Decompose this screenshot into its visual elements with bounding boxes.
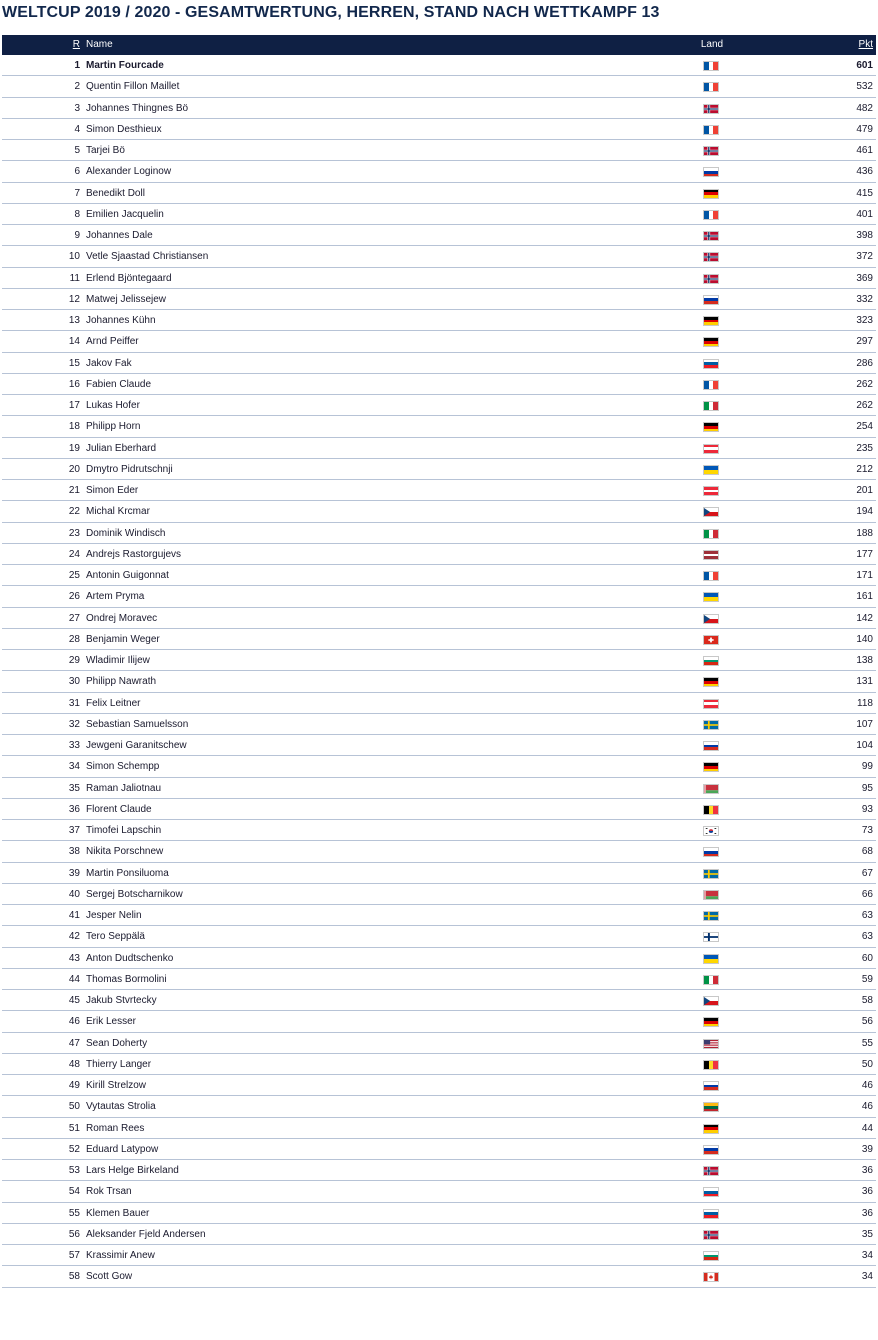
be-flag-icon <box>703 1060 719 1070</box>
table-row <box>2 119 876 140</box>
ca-flag-icon <box>703 1272 719 1282</box>
points-cell: 177 <box>856 548 873 560</box>
de-flag-icon <box>703 1017 719 1027</box>
athlete-name: Benedikt Doll <box>86 187 145 199</box>
de-flag-icon <box>703 337 719 347</box>
table-row <box>2 714 876 735</box>
athlete-name: Nikita Porschnew <box>86 846 164 858</box>
athlete-name: Simon Schempp <box>86 761 160 773</box>
by-flag-icon <box>703 890 719 900</box>
bg-flag-icon <box>703 1251 719 1261</box>
table-row <box>2 1139 876 1160</box>
points-cell: 194 <box>856 506 873 518</box>
rank-cell: 38 <box>68 846 80 858</box>
athlete-name: Wladimir Ilijew <box>86 655 150 666</box>
points-cell: 99 <box>861 761 873 773</box>
athlete-name: Sergej Botscharnikow <box>86 888 183 900</box>
lv-flag-icon <box>703 550 719 560</box>
no-flag-icon <box>703 1230 719 1240</box>
points-cell: 60 <box>861 952 873 964</box>
points-cell: 39 <box>861 1143 873 1155</box>
no-flag-icon <box>703 1166 719 1176</box>
de-flag-icon <box>703 422 719 432</box>
si-flag-icon <box>703 1209 719 1219</box>
points-cell: 63 <box>861 931 873 943</box>
table-row <box>2 990 876 1011</box>
table-row <box>2 841 876 862</box>
rank-cell: 54 <box>68 1186 80 1198</box>
rank-cell: 32 <box>68 718 80 730</box>
rank-cell: 6 <box>74 166 80 178</box>
table-row <box>2 395 876 416</box>
table-row <box>2 948 876 969</box>
table-row <box>2 480 876 501</box>
table-row <box>2 586 876 607</box>
table-row <box>2 204 876 225</box>
rank-cell: 25 <box>68 570 80 581</box>
athlete-name: Anton Dudtschenko <box>86 952 174 964</box>
rank-cell: 33 <box>68 740 80 751</box>
ru-flag-icon <box>703 741 719 751</box>
rank-cell: 46 <box>68 1016 80 1028</box>
table-row <box>2 565 876 586</box>
lt-flag-icon <box>703 1102 719 1112</box>
rank-cell: 48 <box>68 1058 80 1070</box>
table-row <box>2 1266 876 1287</box>
points-cell: 415 <box>856 187 873 199</box>
points-cell: 34 <box>861 1271 873 1283</box>
points-cell: 262 <box>856 378 873 390</box>
points-cell: 68 <box>861 846 873 858</box>
no-flag-icon <box>703 104 719 114</box>
table-row <box>2 905 876 926</box>
athlete-name: Simon Eder <box>86 485 139 496</box>
points-cell: 44 <box>861 1122 873 1134</box>
rank-cell: 58 <box>68 1271 80 1283</box>
athlete-name: Andrejs Rastorgujevs <box>86 548 182 560</box>
points-cell: 201 <box>856 485 873 496</box>
rank-cell: 44 <box>68 973 80 985</box>
rank-cell: 41 <box>68 910 80 921</box>
rank-cell: 39 <box>68 867 80 879</box>
points-cell: 66 <box>861 888 873 900</box>
points-cell: 107 <box>856 718 873 730</box>
athlete-name: Tarjei Bö <box>86 145 125 156</box>
si-flag-icon <box>703 1187 719 1197</box>
points-cell: 332 <box>856 293 873 305</box>
athlete-name: Artem Pryma <box>86 591 145 603</box>
athlete-name: Jesper Nelin <box>86 910 142 921</box>
it-flag-icon <box>703 529 719 539</box>
rank-cell: 53 <box>68 1165 80 1176</box>
athlete-name: Eduard Latypow <box>86 1143 159 1155</box>
points-cell: 95 <box>861 782 873 794</box>
table-row <box>2 693 876 714</box>
points-cell: 36 <box>861 1186 873 1198</box>
athlete-name: Erlend Bjöntegaard <box>86 272 172 284</box>
rank-cell: 2 <box>74 81 80 93</box>
athlete-name: Martin Fourcade <box>86 60 164 71</box>
country-column-header: Land <box>700 39 724 50</box>
table-row <box>2 1203 876 1224</box>
athlete-name: Lars Helge Birkeland <box>86 1165 179 1176</box>
it-flag-icon <box>703 401 719 411</box>
ru-flag-icon <box>703 295 719 305</box>
points-cell: 212 <box>856 463 873 475</box>
fr-flag-icon <box>703 571 719 581</box>
points-cell: 118 <box>857 697 873 709</box>
ru-flag-icon <box>703 167 719 177</box>
points-cell: 188 <box>856 527 873 539</box>
athlete-name: Klemen Bauer <box>86 1207 150 1219</box>
rank-cell: 20 <box>68 463 80 475</box>
table-row <box>2 1054 876 1075</box>
points-cell: 235 <box>856 442 873 454</box>
rank-cell: 37 <box>68 825 80 836</box>
at-flag-icon <box>703 699 719 709</box>
table-row <box>2 608 876 629</box>
cz-flag-icon <box>703 614 719 624</box>
fr-flag-icon <box>703 82 719 92</box>
points-cell: 55 <box>861 1037 873 1049</box>
points-cell: 138 <box>856 655 873 666</box>
rank-cell: 52 <box>68 1143 80 1155</box>
fr-flag-icon <box>703 125 719 135</box>
athlete-name: Rok Trsan <box>86 1186 132 1198</box>
rank-cell: 42 <box>68 931 80 943</box>
rank-cell: 57 <box>68 1250 80 1261</box>
athlete-name: Julian Eberhard <box>86 442 157 454</box>
athlete-name: Erik Lesser <box>86 1016 137 1028</box>
table-row <box>2 76 876 97</box>
athlete-name: Aleksander Fjeld Andersen <box>86 1228 206 1240</box>
table-row <box>2 353 876 374</box>
table-row <box>2 416 876 437</box>
se-flag-icon <box>703 869 719 879</box>
athlete-name: Arnd Peiffer <box>86 336 139 348</box>
table-row <box>2 1011 876 1032</box>
table-row <box>2 55 876 76</box>
no-flag-icon <box>703 252 719 262</box>
points-cell: 104 <box>856 740 873 751</box>
athlete-name: Ondrej Moravec <box>86 612 158 624</box>
at-flag-icon <box>703 444 719 454</box>
table-row <box>2 501 876 522</box>
table-row <box>2 246 876 267</box>
rank-cell: 34 <box>68 761 80 773</box>
points-cell: 50 <box>861 1058 873 1070</box>
cz-flag-icon <box>703 996 719 1006</box>
table-row <box>2 756 876 777</box>
rank-cell: 30 <box>68 676 80 688</box>
no-flag-icon <box>703 274 719 284</box>
at-flag-icon <box>703 486 719 496</box>
athlete-name: Felix Leitner <box>86 697 141 709</box>
points-cell: 532 <box>856 81 873 93</box>
athlete-name: Jakub Stvrtecky <box>86 995 157 1006</box>
athlete-name: Dmytro Pidrutschnji <box>86 463 173 475</box>
rank-cell: 8 <box>74 208 80 220</box>
points-cell: 398 <box>856 230 873 241</box>
ru-flag-icon <box>703 1081 719 1091</box>
points-cell: 254 <box>856 421 873 433</box>
ch-flag-icon <box>703 635 719 645</box>
table-row <box>2 98 876 119</box>
athlete-name: Johannes Kühn <box>86 315 156 326</box>
rank-cell: 56 <box>68 1228 80 1240</box>
athlete-name: Emilien Jacquelin <box>86 208 164 220</box>
athlete-name: Philipp Horn <box>86 421 141 433</box>
rank-cell: 9 <box>74 230 80 241</box>
athlete-name: Matwej Jelissejew <box>86 293 167 305</box>
table-row <box>2 310 876 331</box>
points-column-header[interactable]: Pkt <box>858 39 873 50</box>
rank-cell: 26 <box>68 591 80 603</box>
table-row <box>2 735 876 756</box>
rank-cell: 23 <box>68 527 80 539</box>
rank-cell: 4 <box>74 123 80 135</box>
athlete-name: Martin Ponsiluoma <box>86 867 169 879</box>
rank-cell: 29 <box>68 655 80 666</box>
rank-cell: 21 <box>68 485 80 496</box>
table-row <box>2 1160 876 1181</box>
rank-cell: 50 <box>68 1101 80 1113</box>
points-cell: 436 <box>856 166 873 178</box>
table-row <box>2 225 876 246</box>
points-cell: 56 <box>861 1016 873 1028</box>
ua-flag-icon <box>703 465 719 475</box>
athlete-name: Roman Rees <box>86 1122 145 1134</box>
no-flag-icon <box>703 231 719 241</box>
rank-cell: 45 <box>68 995 80 1006</box>
points-cell: 93 <box>861 803 873 815</box>
table-row <box>2 140 876 161</box>
se-flag-icon <box>703 911 719 921</box>
rank-cell: 12 <box>68 293 80 305</box>
points-cell: 142 <box>856 612 873 624</box>
rank-cell: 22 <box>68 506 80 518</box>
points-cell: 35 <box>861 1228 873 1240</box>
ru-flag-icon <box>703 1145 719 1155</box>
points-cell: 171 <box>856 570 873 581</box>
by-flag-icon <box>703 784 719 794</box>
athlete-name: Thomas Bormolini <box>86 973 167 985</box>
fr-flag-icon <box>703 380 719 390</box>
points-cell: 369 <box>856 272 873 284</box>
points-cell: 479 <box>856 123 873 135</box>
athlete-name: Fabien Claude <box>86 378 152 390</box>
be-flag-icon <box>703 805 719 815</box>
table-row <box>2 1224 876 1245</box>
rank-cell: 24 <box>68 548 80 560</box>
it-flag-icon <box>703 975 719 985</box>
cz-flag-icon <box>703 507 719 517</box>
rank-cell: 31 <box>68 697 80 709</box>
table-header <box>2 35 876 55</box>
si-flag-icon <box>703 359 719 369</box>
athlete-name: Benjamin Weger <box>86 633 160 645</box>
rank-cell: 16 <box>68 378 80 390</box>
table-row <box>2 544 876 565</box>
athlete-name: Timofei Lapschin <box>86 825 162 836</box>
de-flag-icon <box>703 677 719 687</box>
table-row <box>2 374 876 395</box>
rank-cell: 19 <box>68 442 80 454</box>
se-flag-icon <box>703 720 719 730</box>
standings-table <box>2 55 876 1288</box>
table-row <box>2 161 876 182</box>
rank-cell: 18 <box>68 421 80 433</box>
points-cell: 461 <box>856 145 873 156</box>
table-row <box>2 820 876 841</box>
rank-cell: 35 <box>68 782 80 794</box>
table-row <box>2 1118 876 1139</box>
table-row <box>2 1181 876 1202</box>
athlete-name: Jewgeni Garanitschew <box>86 740 187 751</box>
points-cell: 131 <box>856 676 873 688</box>
points-cell: 36 <box>861 1207 873 1219</box>
fr-flag-icon <box>703 210 719 220</box>
table-row <box>2 289 876 310</box>
no-flag-icon <box>703 146 719 156</box>
table-row <box>2 671 876 692</box>
rank-cell: 5 <box>74 145 80 156</box>
rank-column-header[interactable]: R <box>72 39 80 50</box>
points-cell: 401 <box>856 208 873 220</box>
bg-flag-icon <box>703 656 719 666</box>
athlete-name: Vytautas Strolia <box>86 1101 156 1113</box>
rank-cell: 17 <box>68 400 80 411</box>
table-row <box>2 331 876 352</box>
rank-cell: 13 <box>68 315 80 326</box>
points-cell: 46 <box>861 1101 873 1113</box>
table-row <box>2 650 876 671</box>
athlete-name: Krassimir Anew <box>86 1250 155 1261</box>
table-row <box>2 1033 876 1054</box>
ua-flag-icon <box>703 954 719 964</box>
athlete-name: Jakov Fak <box>86 357 132 369</box>
athlete-name: Vetle Sjaastad Christiansen <box>86 251 209 263</box>
ru-flag-icon <box>703 847 719 857</box>
rank-cell: 7 <box>74 187 80 199</box>
points-cell: 63 <box>861 910 873 921</box>
table-row <box>2 629 876 650</box>
table-row <box>2 523 876 544</box>
rank-cell: 1 <box>74 60 80 71</box>
athlete-name: Tero Seppälä <box>86 931 145 943</box>
de-flag-icon <box>703 762 719 772</box>
points-cell: 482 <box>856 102 873 114</box>
athlete-name: Sebastian Samuelsson <box>86 718 189 730</box>
de-flag-icon <box>703 1124 719 1134</box>
points-cell: 601 <box>856 60 873 71</box>
points-cell: 286 <box>856 357 873 369</box>
athlete-name: Dominik Windisch <box>86 527 166 539</box>
table-row <box>2 926 876 947</box>
athlete-name: Lukas Hofer <box>86 400 140 411</box>
rank-cell: 14 <box>68 336 80 348</box>
kr-flag-icon <box>703 826 719 836</box>
athlete-name: Simon Desthieux <box>86 123 162 135</box>
rank-cell: 40 <box>68 888 80 900</box>
points-cell: 262 <box>856 400 873 411</box>
rank-cell: 55 <box>68 1207 80 1219</box>
rank-cell: 3 <box>74 102 80 114</box>
athlete-name: Philipp Nawrath <box>86 676 157 688</box>
points-cell: 161 <box>856 591 873 603</box>
athlete-name: Florent Claude <box>86 803 152 815</box>
rank-cell: 43 <box>68 952 80 964</box>
table-row <box>2 1245 876 1266</box>
points-cell: 140 <box>856 633 873 645</box>
athlete-name: Johannes Dale <box>86 230 153 241</box>
rank-cell: 27 <box>68 612 80 624</box>
name-column-header: Name <box>86 39 113 50</box>
points-cell: 73 <box>861 825 873 836</box>
de-flag-icon <box>703 316 719 326</box>
athlete-name: Sean Doherty <box>86 1037 148 1049</box>
table-row <box>2 438 876 459</box>
athlete-name: Raman Jaliotnau <box>86 782 162 794</box>
athlete-name: Kirill Strelzow <box>86 1080 147 1091</box>
de-flag-icon <box>703 189 719 199</box>
rank-cell: 49 <box>68 1080 80 1091</box>
athlete-name: Michal Krcmar <box>86 506 150 518</box>
rank-cell: 36 <box>68 803 80 815</box>
table-row <box>2 268 876 289</box>
table-row <box>2 884 876 905</box>
rank-cell: 28 <box>68 633 80 645</box>
table-row <box>2 1096 876 1117</box>
rank-cell: 10 <box>68 251 80 263</box>
rank-cell: 11 <box>69 272 80 284</box>
points-cell: 297 <box>856 336 873 348</box>
table-row <box>2 1075 876 1096</box>
points-cell: 323 <box>856 315 873 326</box>
points-cell: 67 <box>861 867 873 879</box>
points-cell: 36 <box>861 1165 873 1176</box>
table-row <box>2 778 876 799</box>
points-cell: 59 <box>861 973 873 985</box>
athlete-name: Alexander Loginow <box>86 166 172 178</box>
athlete-name: Johannes Thingnes Bö <box>86 102 189 114</box>
ua-flag-icon <box>703 592 719 602</box>
rank-cell: 51 <box>68 1122 80 1134</box>
table-row <box>2 799 876 820</box>
points-cell: 34 <box>861 1250 873 1261</box>
points-cell: 46 <box>861 1080 873 1091</box>
table-row <box>2 459 876 480</box>
table-row <box>2 183 876 204</box>
athlete-name: Thierry Langer <box>86 1058 152 1070</box>
athlete-name: Scott Gow <box>86 1271 133 1283</box>
athlete-name: Quentin Fillon Maillet <box>86 81 180 93</box>
rank-cell: 47 <box>68 1037 80 1049</box>
table-row <box>2 863 876 884</box>
athlete-name: Antonin Guigonnat <box>86 570 169 581</box>
points-cell: 372 <box>856 251 873 263</box>
page-title: WELTCUP 2019 / 2020 - GESAMTWERTUNG, HERREN, STAND NACH WETTKAMPF 13 <box>2 4 660 21</box>
us-flag-icon <box>703 1039 719 1049</box>
rank-cell: 15 <box>68 357 80 369</box>
table-row <box>2 969 876 990</box>
fi-flag-icon <box>703 932 719 942</box>
fr-flag-icon <box>703 61 719 71</box>
points-cell: 58 <box>861 995 873 1006</box>
